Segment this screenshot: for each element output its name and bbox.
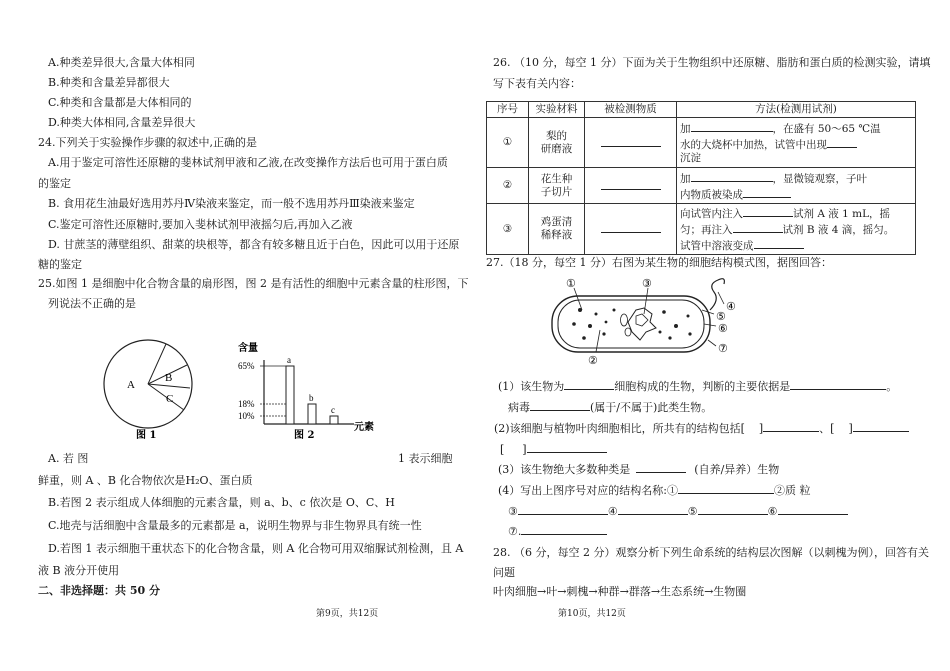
q27-3: (3）该生物绝大多数种类是 (自养/异养）生物: [498, 463, 780, 476]
bar-a: [286, 366, 294, 424]
q27-4-blank-6[interactable]: [778, 503, 848, 515]
figure-1-pie: [100, 338, 200, 440]
q27-4-blank-7[interactable]: [521, 523, 607, 535]
q28-stem: 28. （6 分，每空 2 分）观察分析下列生命系统的结构层次图解（以刺槐为例），回答有关: [493, 546, 929, 559]
q27-4-blank-1[interactable]: [678, 482, 774, 494]
pie-label-b: B: [165, 372, 173, 384]
row3-number: ③: [487, 204, 529, 255]
row2-substance-blank[interactable]: [585, 168, 677, 204]
q25-option-a-right: 1 表示细胞: [398, 452, 453, 465]
q27-1: (1）该生物为 细胞构成的生物，判断的主要依据是 。: [498, 380, 898, 393]
bar-label-c: c: [331, 405, 335, 415]
row3-substance-blank[interactable]: [585, 204, 677, 255]
row3-reagent-a-blank[interactable]: [743, 205, 793, 217]
q27-1-virus: 病毒 (属于/不属于)此类生物。: [508, 401, 713, 414]
q23-option-b: B.种类和含量差异都很大: [48, 76, 170, 89]
th-method: 方法(检测用试剂): [677, 102, 916, 118]
q27-4-blank-5[interactable]: [698, 503, 768, 515]
q23-option-d: D.种类大体相同,含量差异很大: [48, 116, 196, 129]
page-footer-left: 第9页，共12页: [316, 609, 379, 619]
q24-option-d-cont: 糖的鉴定: [38, 258, 82, 271]
row3-method: 向试管内注入 试剂 A 液 1 mL，摇 匀；再注入 试剂 B 液 4 滴，摇匀。 试管中溶液变成: [677, 204, 916, 255]
bar-label-a: a: [287, 355, 291, 365]
q26-stem-cont: 写下表有关内容：: [493, 77, 581, 90]
th-number: 序号: [487, 102, 529, 118]
q25-option-a: A. 若 图: [48, 452, 89, 465]
cell-label-3: ③: [642, 277, 652, 290]
cell-label-4: ④: [726, 300, 736, 313]
q24-option-b: B. 食用花生油最好选用苏丹Ⅳ染液来鉴定，而一般不选用苏丹Ⅲ染液来鉴定: [48, 197, 415, 210]
bacterium-cell-diagram: [544, 274, 758, 366]
q28-stem-cont: 问题: [493, 566, 515, 579]
table-header-row: [487, 102, 916, 118]
row1-reagent-blank[interactable]: [691, 120, 773, 132]
q25-stem: 25.如图 1 是细胞中化合物含量的扇形图，图 2 是有活性的细胞中元素含量的柱形图，下: [38, 277, 469, 290]
row1-method: 加 ，在盛有 50～65 ℃温 水的大烧杯中加热，试管中出现 沉淀: [677, 118, 916, 168]
bar-c: [330, 416, 338, 424]
figure-2-caption: 图 2: [294, 430, 315, 440]
q27-2-blank-3[interactable]: [527, 441, 607, 453]
row1-material: 梨的 研磨液: [529, 118, 585, 168]
q27-stem: 27.（18 分，每空 1 分）右图为某生物的细胞结构模式图，据图回答：: [486, 256, 832, 269]
q27-2-blank-1[interactable]: [763, 420, 819, 432]
figure-1-caption: 图 1: [136, 430, 157, 440]
bar-label-b: b: [309, 393, 314, 403]
q27-1-blank-type[interactable]: [564, 378, 614, 390]
q27-1-blank-basis[interactable]: [790, 378, 886, 390]
row2-material: 花生种 子切片: [529, 168, 585, 204]
q24-option-c: C.鉴定可溶性还原糖时,要加入斐林试剂甲液摇匀后,再加入乙液: [48, 218, 353, 231]
row2-color-blank[interactable]: [743, 186, 791, 198]
bar-x-label: 元素: [354, 422, 374, 433]
pie-label-c: C: [166, 393, 174, 405]
cell-label-7: ⑦: [718, 342, 728, 355]
cell-label-5: ⑤: [716, 310, 726, 323]
q27-4-blank-4[interactable]: [618, 503, 688, 515]
bar-tick-10: 10%: [238, 411, 255, 421]
q27-3-blank[interactable]: [636, 461, 686, 473]
q26-stem: 26. （10 分，每空 1 分）下面为关于生物组织中还原糖、脂肪和蛋白质的检测实验，请填: [493, 56, 931, 69]
q23-option-c: C.种类和含量都是大体相同的: [48, 96, 192, 109]
q23-option-a: A.种类差异很大,含量大体相同: [48, 56, 195, 69]
q28-chain: 叶肉细胞→叶→刺槐→种群→群落→生态系统→生物圈: [493, 585, 747, 598]
row3-material: 鸡蛋清 稀释液: [529, 204, 585, 255]
row3-color-blank[interactable]: [754, 237, 804, 249]
table-row: [487, 204, 916, 255]
th-material: 实验材料: [529, 102, 585, 118]
q25-stem-cont: 列说法不正确的是: [48, 297, 136, 310]
row1-color-blank[interactable]: [827, 136, 857, 148]
bar-b: [308, 404, 316, 424]
cell-label-1: ①: [566, 277, 576, 290]
section-2-heading: 二、非选择题：共 50 分: [38, 584, 160, 597]
q24-stem: 24.下列关于实验操作步骤的叙述中,正确的是: [38, 136, 257, 149]
cell-label-6: ⑥: [718, 322, 728, 335]
bar-y-label: 含量: [238, 343, 258, 354]
q24-option-a-cont: 的鉴定: [38, 177, 71, 190]
q24-option-d: D. 甘蔗茎的薄壁组织、甜菜的块根等，都含有较多糖且近于白色，因此可以用于还原: [48, 238, 460, 251]
q25-option-d: D.若图 1 表示细胞干重状态下的化合物含量，则 A 化合物可用双缩脲试剂检测，且 A: [48, 542, 464, 555]
bar-tick-65: 65%: [238, 361, 255, 371]
figure-2-bars: [236, 338, 386, 440]
q27-4-blank-3[interactable]: [518, 503, 608, 515]
q27-2-blank-2[interactable]: [853, 420, 909, 432]
q27-4-row3: ⑦.: [508, 523, 607, 539]
row1-number: ①: [487, 118, 529, 168]
q25-option-c: C.地壳与活细胞中含量最多的元素都是 a，说明生物界与非生物界具有统一性: [48, 519, 422, 532]
row2-method: 加 ，显微镜观察，子叶 内物质被染成: [677, 168, 916, 204]
q25-option-a-cont: 鲜重，则 A 、B 化合物依次是H₂O、蛋白质: [38, 474, 253, 487]
th-substance: 被检测物质: [585, 102, 677, 118]
q27-4-row2: ③ ④ ⑤ ⑥: [508, 503, 848, 519]
row3-reagent-b-blank[interactable]: [733, 221, 783, 233]
cell-label-2: ②: [588, 354, 598, 366]
page-footer-right: 第10页，共12页: [558, 609, 626, 619]
table-row: [487, 118, 916, 168]
row2-reagent-blank[interactable]: [691, 170, 773, 182]
q25-option-b: B.若图 2 表示组成人体细胞的元素含量，则 a、b、c 依次是 O、C、H: [48, 496, 395, 509]
row1-substance-blank[interactable]: [585, 118, 677, 168]
q25-option-d-cont: 液 B 液分开使用: [38, 564, 120, 577]
pie-label-a: A: [127, 379, 135, 391]
q24-option-a: A.用于鉴定可溶性还原糖的斐林试剂甲液和乙液,在改变操作方法后也可用于蛋白质: [48, 156, 448, 169]
row2-number: ②: [487, 168, 529, 204]
q27-2-cont: [ ]: [500, 441, 607, 457]
q27-2: (2)该细胞与植物叶肉细胞相比，所共有的结构包括[ ] 、[ ]: [494, 420, 909, 436]
q27-1-blank-virus[interactable]: [530, 399, 590, 411]
q27-4: (4）写出上图序号对应的结构名称:① ②质 粒: [498, 484, 811, 497]
bar-tick-18: 18%: [238, 399, 255, 409]
table-row: [487, 168, 916, 204]
q26-table: [486, 101, 916, 255]
